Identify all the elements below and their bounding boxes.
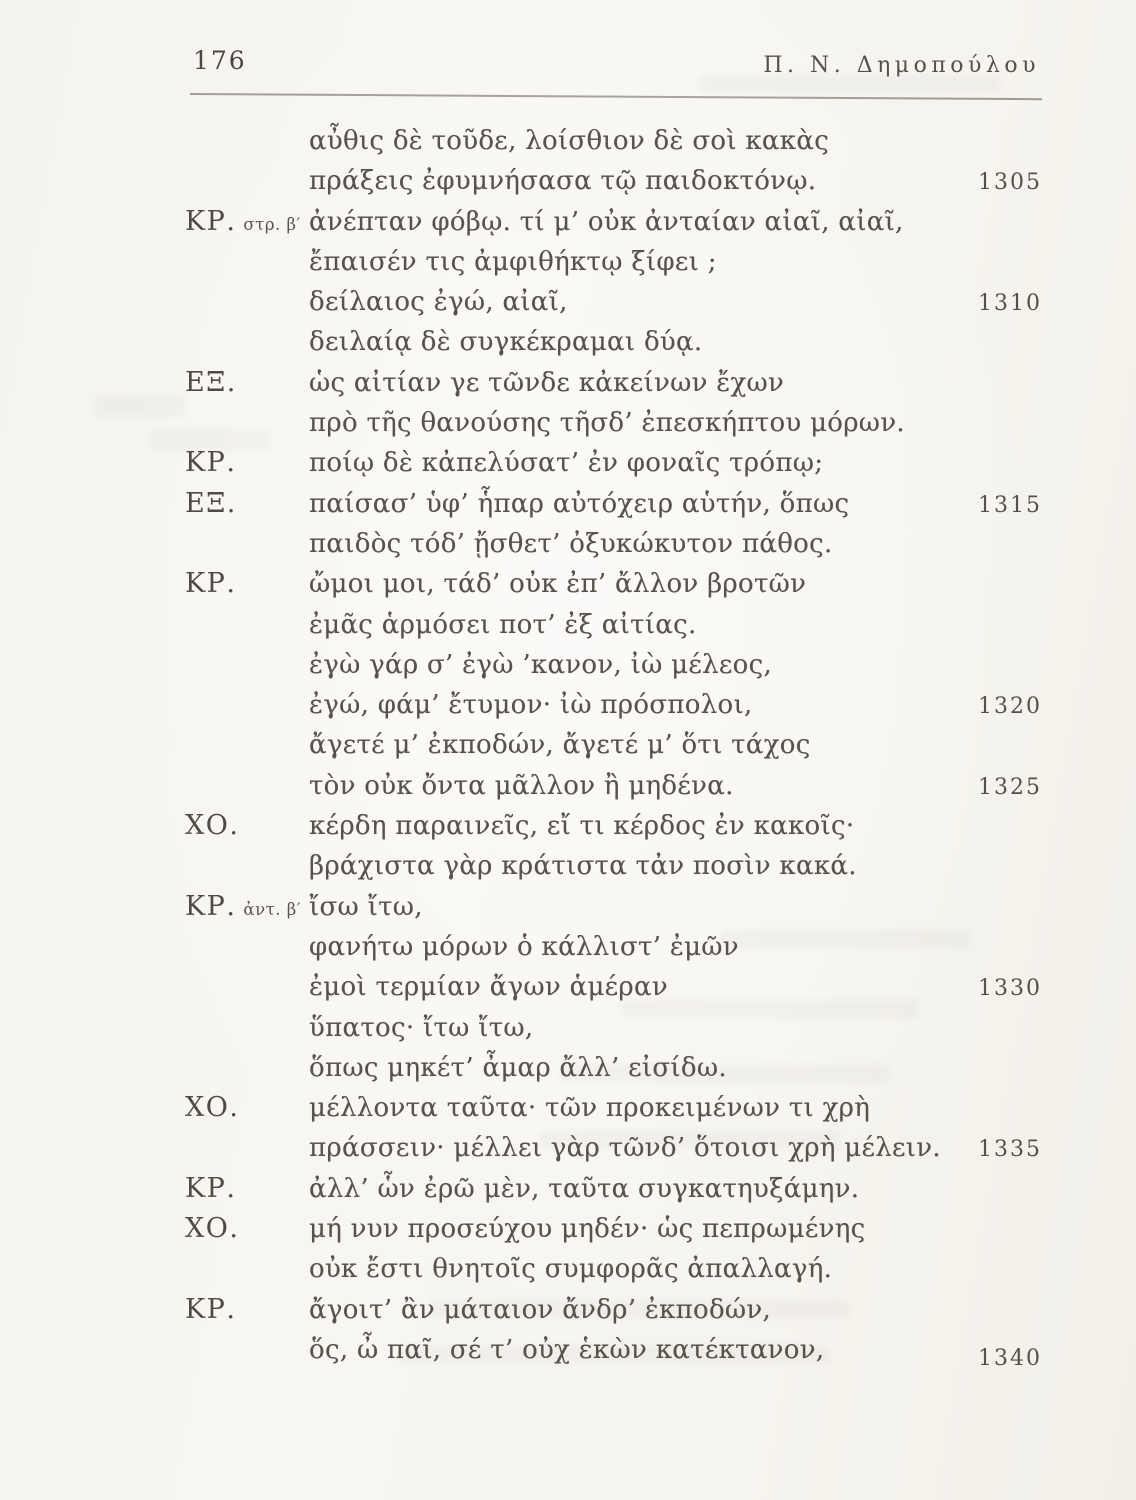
speaker-label: ΧΟ. (185, 810, 240, 842)
verse-text: φανήτω μόρων ὁ κάλλιστ’ ἐμῶν (309, 931, 739, 962)
speaker-label: ΧΟ. (185, 1213, 240, 1245)
verse-line (185, 202, 1042, 242)
verse-text: ποίῳ δὲ κἀπελύσατ’ ἐν φοναῖς τρόπῳ; (309, 448, 824, 479)
verse-line (185, 927, 1042, 967)
verse-line (185, 1008, 1042, 1048)
verse-line (185, 1048, 1042, 1088)
verse-line (185, 322, 1042, 362)
verse-line (185, 1088, 1042, 1128)
stanza-note: στρ. β′ (243, 214, 301, 234)
verse-text: ἔπαισέν τις ἀμφιθήκτῳ ξίφει ; (309, 246, 717, 277)
verse-text: ἀλλ’ ὧν ἐρῶ μὲν, ταῦτα συγκατηυξάμην. (309, 1173, 860, 1204)
verse-text: ἐγώ, φάμ’ ἔτυμον· ἰὼ πρόσπολοι, (309, 690, 753, 721)
verse-text: ἐμοὶ τερμίαν ἄγων ἁμέραν (309, 972, 668, 1003)
verse-line (185, 1330, 1042, 1370)
verse-line (185, 1290, 1042, 1330)
verse-text: τὸν οὐκ ὄντα μᾶλλον ἢ μηδένα. (309, 770, 734, 801)
verse-text: βράχιστα γὰρ κράτιστα τἀν ποσὶν κακά. (309, 851, 857, 882)
page-header (0, 44, 1136, 84)
header-rule (190, 93, 1042, 100)
verse-line (185, 846, 1042, 886)
verse-line (185, 605, 1042, 645)
bleed-through-artifact (95, 395, 185, 417)
line-number: 1340 (978, 1345, 1042, 1371)
verse-line (185, 161, 1042, 201)
verse-line (185, 766, 1042, 806)
speaker-label: ΕΞ. (185, 366, 237, 398)
speaker-label: ΚΡ. (185, 1293, 237, 1325)
verse-line (185, 967, 1042, 1007)
verse-line (185, 363, 1042, 403)
speaker-label: ΚΡ. (185, 1172, 237, 1204)
verse-text: πρὸ τῆς θανούσης τῆσδ’ ἐπεσκήπτου μόρων. (309, 408, 905, 439)
verse-text: ἐμᾶς ἁρμόσει ποτ’ ἐξ αἰτίας. (309, 609, 697, 640)
line-number: 1305 (978, 170, 1042, 196)
line-number: 1330 (978, 976, 1042, 1002)
verse-line (185, 685, 1042, 725)
verse-text: ὤμοι μοι, τάδ’ οὐκ ἐπ’ ἄλλον βροτῶν (309, 569, 807, 600)
verse-line (185, 403, 1042, 443)
verse-line (185, 1249, 1042, 1289)
verse-text: ὡς αἰτίαν γε τῶνδε κἀκείνων ἔχων (309, 367, 785, 398)
verse-line (185, 443, 1042, 483)
verse-text: ἐγὼ γάρ σ’ ἐγὼ ’κανον, ἰὼ μέλεος, (309, 649, 773, 680)
verse-line (185, 806, 1042, 846)
verse-text: ἴσω ἴτω, (309, 891, 423, 922)
verse-line (185, 725, 1042, 765)
line-number: 1315 (978, 492, 1042, 518)
verse-line (185, 121, 1042, 161)
verse-text: ἄγοιτ’ ἂν μάταιον ἄνδρ’ ἐκποδών, (309, 1294, 772, 1325)
verse-text: δειλαίᾳ δὲ συγκέκραμαι δύᾳ. (309, 327, 703, 358)
verse-text: πράσσειν· μέλλει γὰρ τῶνδ’ ὅτοισι χρὴ μέλειν. (309, 1133, 941, 1164)
verse-text: δείλαιος ἐγώ, αἰαῖ, (309, 287, 568, 318)
speaker-label: ΚΡ. ἀντ. β′ (185, 890, 301, 922)
verse-text: πράξεις ἐφυμνήσασα τῷ παιδοκτόνῳ. (309, 166, 817, 197)
speaker-label: ΚΡ. στρ. β′ (185, 205, 301, 237)
verse-line (185, 484, 1042, 524)
running-head: Π. Ν. Δημοπούλου (763, 53, 1040, 78)
verse-text: αὖθις δὲ τοῦδε, λοίσθιον δὲ σοὶ κακὰς (309, 126, 830, 156)
verse-text: οὐκ ἔστι θνητοῖς συμφορᾶς ἀπαλλαγή. (309, 1254, 833, 1285)
line-number: 1310 (978, 291, 1042, 317)
line-number: 1335 (978, 1137, 1042, 1163)
verse-block (185, 121, 1042, 1370)
verse-line (185, 524, 1042, 564)
verse-text: ὅπως μηκέτ’ ἆμαρ ἄλλ’ εἰσίδω. (309, 1052, 727, 1083)
verse-line (185, 1169, 1042, 1209)
line-number: 1325 (978, 774, 1042, 800)
verse-text: ὅς, ὦ παῖ, σέ τ’ οὐχ ἑκὼν κατέκτανον, (309, 1334, 825, 1365)
verse-line (185, 242, 1042, 282)
verse-text: μέλλοντα ταῦτα· τῶν προκειμένων τι χρὴ (309, 1093, 871, 1124)
verse-text: μή νυν προσεύχου μηδέν· ὡς πεπρωμένης (309, 1214, 866, 1245)
verse-line (185, 887, 1042, 927)
verse-line (185, 564, 1042, 604)
verse-line (185, 282, 1042, 322)
verse-text: ἄγετέ μ’ ἐκποδών, ἄγετέ μ’ ὅτι τάχος (309, 730, 811, 761)
verse-text: κέρδη παραινεῖς, εἴ τι κέρδος ἐν κακοῖς· (309, 811, 855, 842)
page-number: 176 (193, 46, 247, 75)
verse-text: παίσασ’ ὑφ’ ἧπαρ αὐτόχειρ αὑτήν, ὅπως (309, 488, 850, 519)
verse-text: ἀνέπταν φόβῳ. τί μ’ οὐκ ἀνταίαν αἰαῖ, αἰαῖ, (309, 206, 904, 237)
verse-line (185, 1128, 1042, 1168)
line-number: 1320 (978, 694, 1042, 720)
verse-line (185, 645, 1042, 685)
verse-text: ὕπατος· ἴτω ἴτω, (309, 1012, 534, 1043)
speaker-label: ΚΡ. (185, 447, 237, 479)
verse-text: παιδὸς τόδ’ ᾔσθετ’ ὀξυκώκυτον πάθος. (309, 528, 833, 559)
stanza-note: ἀντ. β′ (243, 899, 301, 919)
speaker-label: ΚΡ. (185, 568, 237, 600)
speaker-label: ΧΟ. (185, 1092, 240, 1124)
speaker-label: ΕΞ. (185, 487, 237, 519)
verse-line (185, 1209, 1042, 1249)
